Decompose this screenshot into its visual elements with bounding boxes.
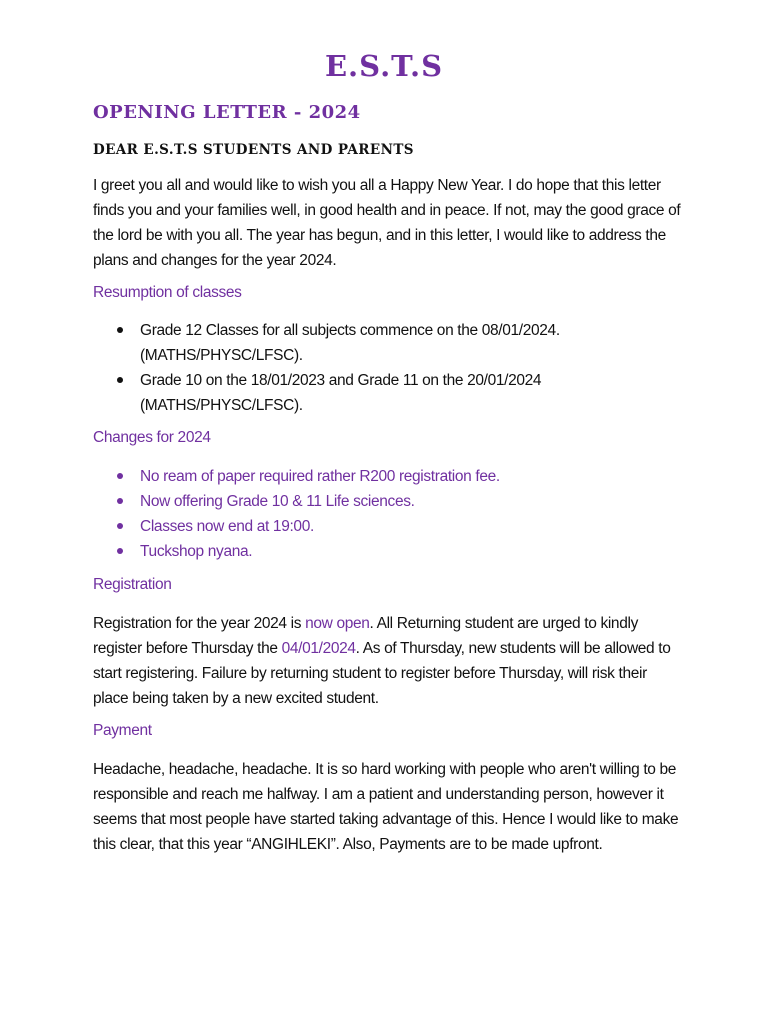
registration-text: . All Returning student are urged to kindly register before Thursday the bbox=[93, 615, 638, 657]
bullet-icon bbox=[117, 473, 123, 479]
bullet-icon bbox=[117, 327, 123, 333]
list-item bbox=[93, 489, 683, 514]
document-title: E.S.T.S bbox=[324, 49, 444, 83]
list-item-text: Now offering Grade 10 & 11 Life sciences. bbox=[140, 493, 415, 510]
list-item-text: Grade 12 Classes for all subjects commence on the 08/01/2024. (MATHS/PHYSC/LFSC). bbox=[140, 322, 560, 364]
list-item bbox=[93, 464, 683, 489]
list-item bbox=[93, 318, 653, 368]
list-item bbox=[93, 539, 683, 564]
list-item bbox=[93, 368, 653, 418]
registration-text: . As of Thursday, new students will be allowed to start registering. Failure by returning student to register before Thursday, will risk their place being taken by a new excited student. bbox=[93, 640, 671, 707]
bullet-icon bbox=[117, 498, 123, 504]
list-item-text: Tuckshop nyana. bbox=[140, 543, 253, 560]
registration-status-highlight: now open bbox=[305, 615, 370, 632]
bullet-icon bbox=[117, 548, 123, 554]
bullet-icon bbox=[117, 523, 123, 529]
bullet-icon bbox=[117, 377, 123, 383]
payment-heading: Payment bbox=[93, 722, 152, 739]
registration-text: Registration for the year 2024 is bbox=[93, 615, 306, 632]
list-item-text: No ream of paper required rather R200 registration fee. bbox=[140, 468, 500, 485]
list-item bbox=[93, 514, 683, 539]
payment-paragraph: Headache, headache, headache. It is so hard working with people who aren't willing to be responsible and reach me halfway. I am a patient and understanding person, however it seems that most people have started taking advantage of this. Hence I would like to make this clear, that this year “ANGIHLEKI”. Also, Payments are to be made upfront. bbox=[93, 761, 679, 853]
changes-list bbox=[93, 464, 683, 564]
list-item-text: Grade 10 on the 18/01/2023 and Grade 11 on the 20/01/2024 (MATHS/PHYSC/LFSC). bbox=[140, 372, 542, 414]
registration-deadline-highlight: 04/01/2024 bbox=[281, 640, 356, 657]
intro-paragraph: I greet you all and would like to wish you all a Happy New Year. I do hope that this letter finds you and your families well, in good health and in peace. If not, may the good grace of the lord be with you all. The year has begun, and in this letter, I would like to address the plans and changes for the year 2024. bbox=[93, 177, 681, 269]
resumption-heading: Resumption of classes bbox=[93, 284, 242, 301]
registration-heading: Registration bbox=[93, 576, 172, 593]
registration-paragraph bbox=[93, 611, 683, 711]
changes-heading: Changes for 2024 bbox=[93, 429, 211, 446]
salutation: DEAR E.S.T.S STUDENTS AND PARENTS bbox=[93, 142, 414, 158]
list-item-text: Classes now end at 19:00. bbox=[140, 518, 314, 535]
resumption-list bbox=[93, 318, 653, 418]
letter-heading: OPENING LETTER - 2024 bbox=[93, 102, 361, 123]
